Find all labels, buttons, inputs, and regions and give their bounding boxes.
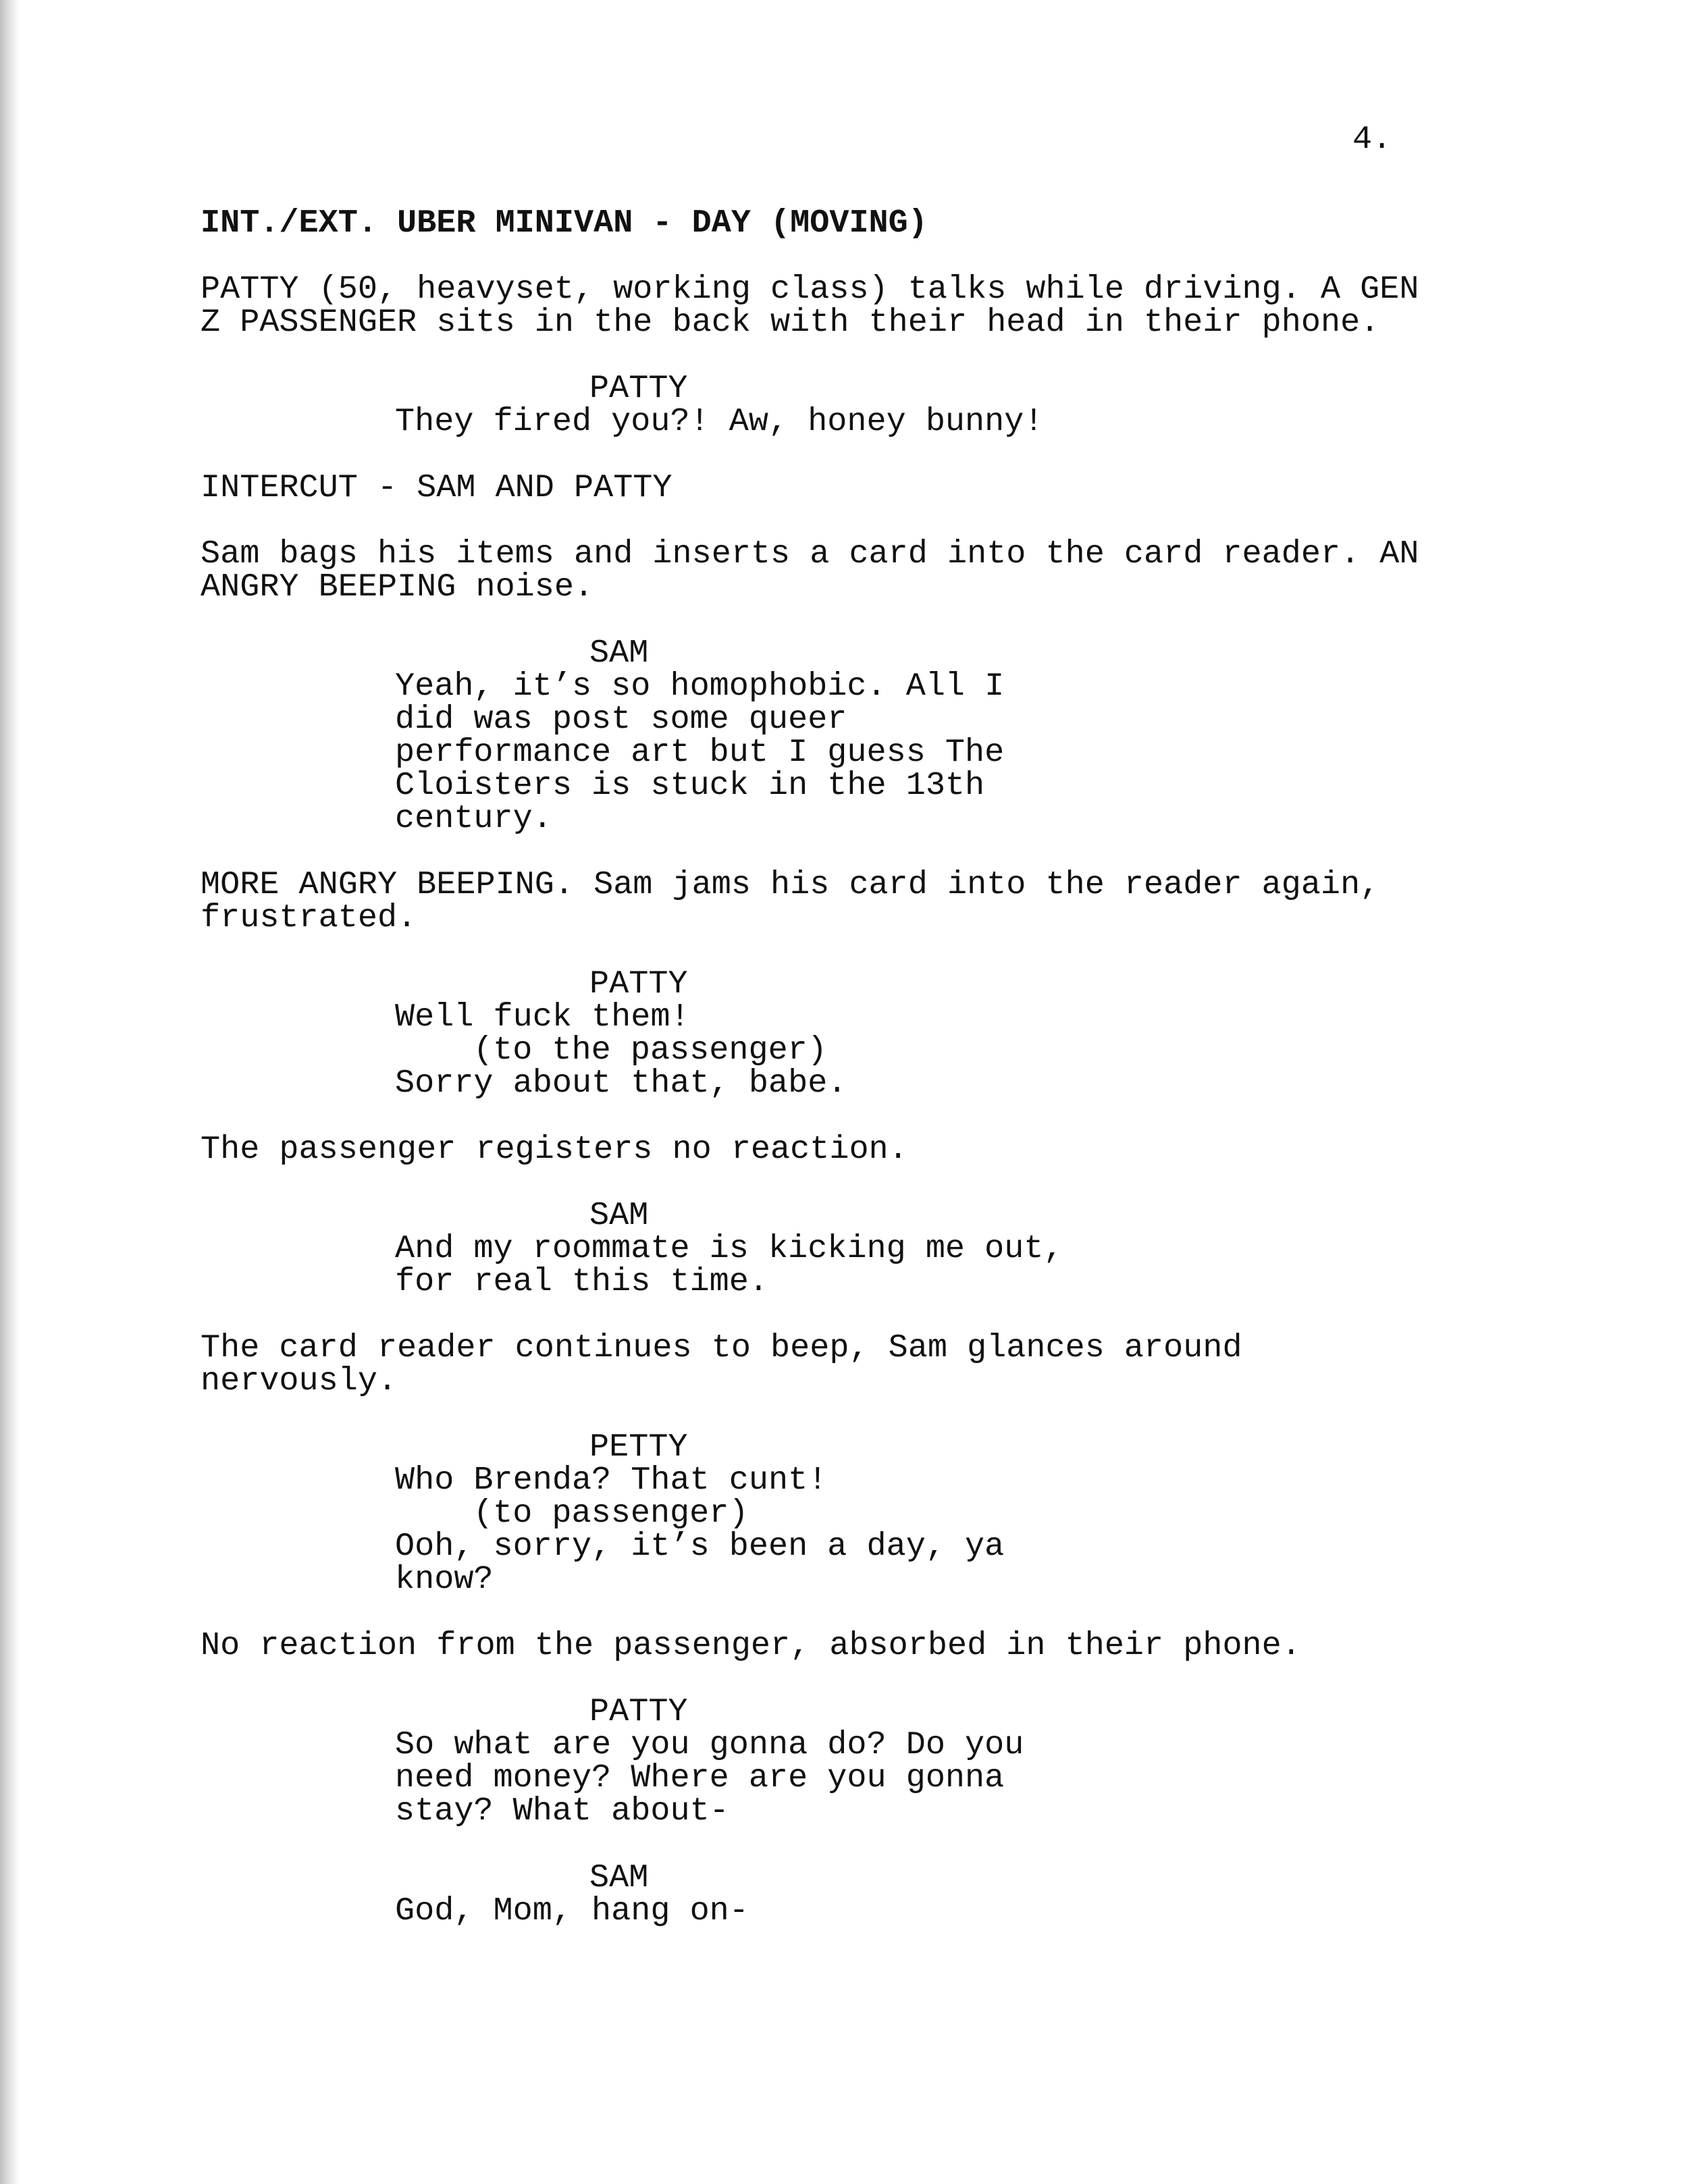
scene-heading: INT./EXT. UBER MINIVAN - DAY (MOVING) — [201, 205, 928, 242]
action-line: The card reader continues to beep, Sam glances around — [201, 1329, 1242, 1366]
dialogue-line: Well fuck them! — [395, 998, 690, 1036]
dialogue-line: Who Brenda? That cunt! — [395, 1462, 828, 1499]
dialogue-block-5 — [395, 1464, 827, 1497]
dialogue-block-3b — [395, 1067, 847, 1100]
character-cue-patty: PATTY — [589, 965, 688, 1003]
parenthetical: (to the passenger) — [473, 1032, 827, 1069]
character-cue-sam: SAM — [589, 1197, 649, 1234]
dialogue-line: Ooh, sorry, it’s been a day, ya — [395, 1528, 1005, 1565]
action-block-3 — [201, 868, 1379, 934]
action-block-6 — [201, 1629, 1301, 1662]
dialogue-line: Yeah, it’s so homophobic. All I — [395, 668, 1005, 705]
action-line: nervously. — [201, 1362, 398, 1400]
dialogue-line: for real this time. — [395, 1263, 768, 1300]
action-line: frustrated. — [201, 899, 417, 936]
dialogue-block-3 — [395, 998, 690, 1036]
dialogue-line: Sorry about that, babe. — [395, 1065, 847, 1102]
dialogue-line: Cloisters is stuck in the 13th — [395, 767, 985, 804]
character-cue-patty: PATTY — [589, 370, 688, 407]
character-cue-petty: PETTY — [589, 1429, 688, 1466]
dialogue-line: performance art but I guess The — [395, 734, 1005, 771]
action-line: Sam bags his items and inserts a card into the card reader. AN — [201, 535, 1419, 572]
dialogue-block-7 — [395, 1894, 749, 1927]
action-block-2 — [201, 537, 1419, 604]
page-number: 4. — [1352, 121, 1392, 158]
parenthetical: (to passenger) — [473, 1495, 749, 1532]
dialogue-line: century. — [395, 800, 552, 837]
dialogue-line: need money? Where are you gonna — [395, 1759, 1005, 1796]
action-line: MORE ANGRY BEEPING. Sam jams his card into the reader again, — [201, 866, 1380, 903]
dialogue-line: So what are you gonna do? Do you — [395, 1726, 1024, 1763]
character-cue-sam: SAM — [589, 1859, 649, 1896]
action-block-4 — [201, 1133, 908, 1166]
action-block-5 — [201, 1329, 1242, 1400]
dialogue-block-4 — [395, 1232, 1063, 1298]
action-line: PATTY (50, heavyset, working class) talks while driving. A GEN — [201, 271, 1419, 308]
action-line: No reaction from the passenger, absorbed in their phone. — [201, 1627, 1301, 1664]
dialogue-line: They fired you?! Aw, honey bunny! — [395, 403, 1044, 440]
dialogue-line: stay? What about- — [395, 1792, 729, 1830]
dialogue-block-2 — [395, 670, 1004, 835]
intercut-heading: INTERCUT - SAM AND PATTY — [201, 469, 672, 506]
dialogue-line: did was post some queer — [395, 701, 847, 738]
action-line: Z PASSENGER sits in the back with their head in their phone. — [201, 304, 1380, 341]
dialogue-line: And my roommate is kicking me out, — [395, 1230, 1063, 1267]
dialogue-block-5b — [395, 1530, 1004, 1596]
dialogue-line: God, Mom, hang on- — [395, 1892, 749, 1929]
action-line: The passenger registers no reaction. — [201, 1131, 908, 1168]
dialogue-block-1 — [395, 405, 1043, 438]
action-block-1 — [201, 273, 1419, 339]
action-line: ANGRY BEEPING noise. — [201, 568, 594, 606]
dialogue-block-6 — [395, 1728, 1024, 1828]
dialogue-line: know? — [395, 1561, 494, 1598]
character-cue-sam: SAM — [589, 635, 649, 672]
character-cue-patty: PATTY — [589, 1693, 688, 1730]
